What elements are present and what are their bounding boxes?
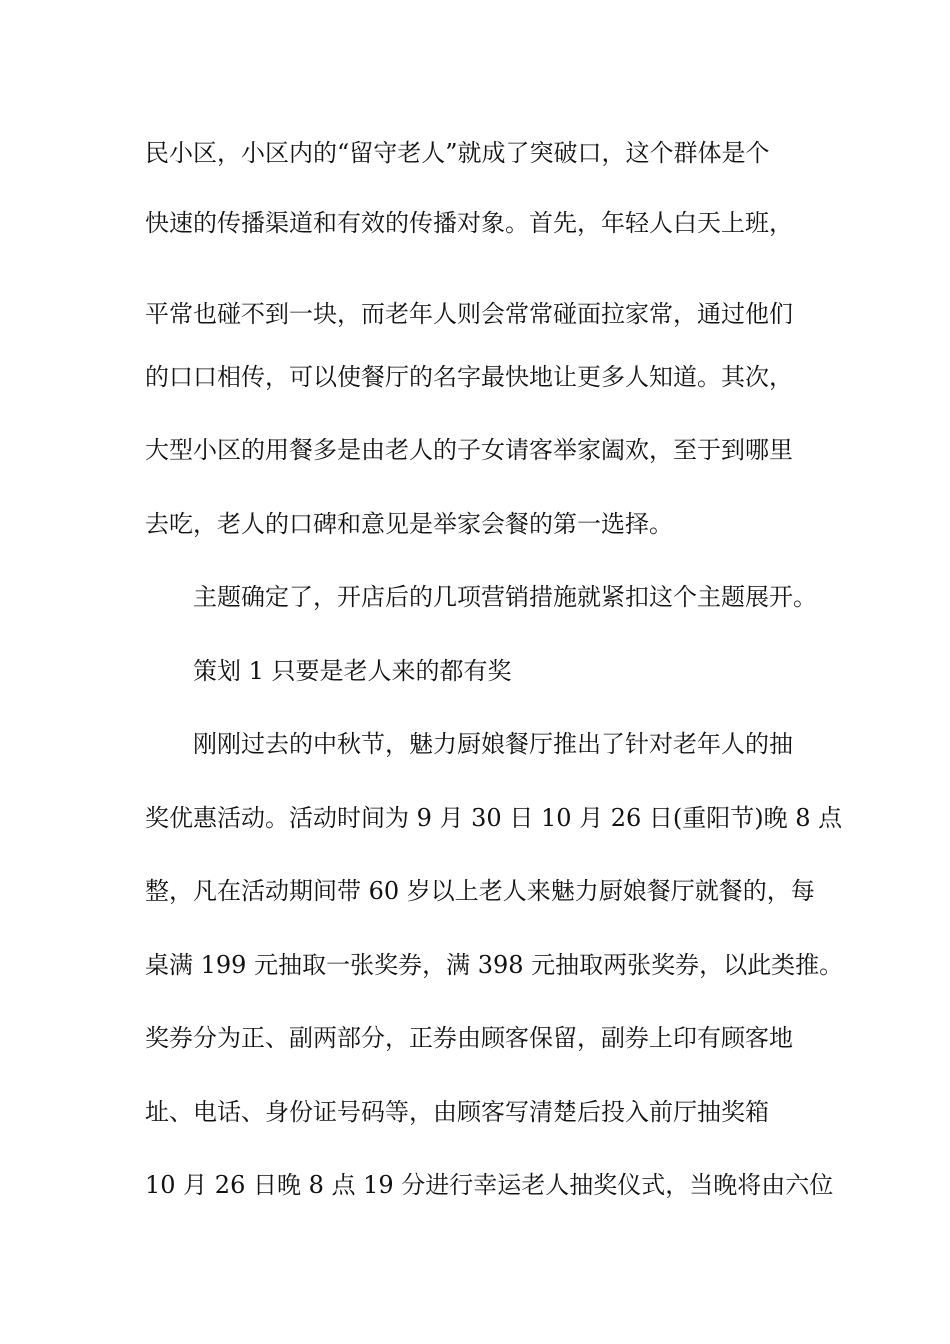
text-line-11: 整，凡在活动期间带 60 岁以上老人来魅力厨娘餐厅就餐的，每 bbox=[145, 877, 815, 905]
paragraph-text-line: 主题确定了，开店后的几项营销措施就紧扣这个主题展开。 bbox=[193, 583, 817, 611]
text-line-14: 址、电话、身份证号码等，由顾客写清楚后投入前厅抽奖箱 bbox=[145, 1098, 769, 1126]
text-line-10: 奖优惠活动。活动时间为 9 月 30 日 10 月 26 日(重阳节)晚 8 点 bbox=[145, 804, 843, 832]
section-heading: 策划 1 只要是老人来的都有奖 bbox=[193, 657, 512, 685]
text-line-13: 奖券分为正、副两部分，正券由顾客保留，副券上印有顾客地 bbox=[145, 1024, 793, 1052]
text-line-5: 大型小区的用餐多是由老人的子女请客举家阖欢，至于到哪里 bbox=[145, 436, 793, 464]
text-line-12: 桌满 199 元抽取一张奖券，满 398 元抽取两张奖券，以此类推。 bbox=[145, 951, 844, 979]
paragraph-first-line: 刚刚过去的中秋节，魅力厨娘餐厅推出了针对老年人的抽 bbox=[193, 730, 793, 758]
text-line-1: 民小区，小区内的“留守老人”就成了突破口，这个群体是个 bbox=[145, 139, 770, 167]
text-line-4: 的口口相传，可以使餐厅的名字最快地让更多人知道。其次， bbox=[145, 363, 793, 391]
text-line-6: 去吃，老人的口碑和意见是举家会餐的第一选择。 bbox=[145, 510, 673, 538]
text-line-2: 快速的传播渠道和有效的传播对象。首先，年轻人白天上班， bbox=[145, 209, 793, 237]
text-line-3: 平常也碰不到一块，而老年人则会常常碰面拉家常，通过他们 bbox=[145, 300, 793, 328]
text-line-15: 10 月 26 日晚 8 点 19 分进行幸运老人抽奖仪式，当晚将由六位 bbox=[145, 1171, 834, 1199]
